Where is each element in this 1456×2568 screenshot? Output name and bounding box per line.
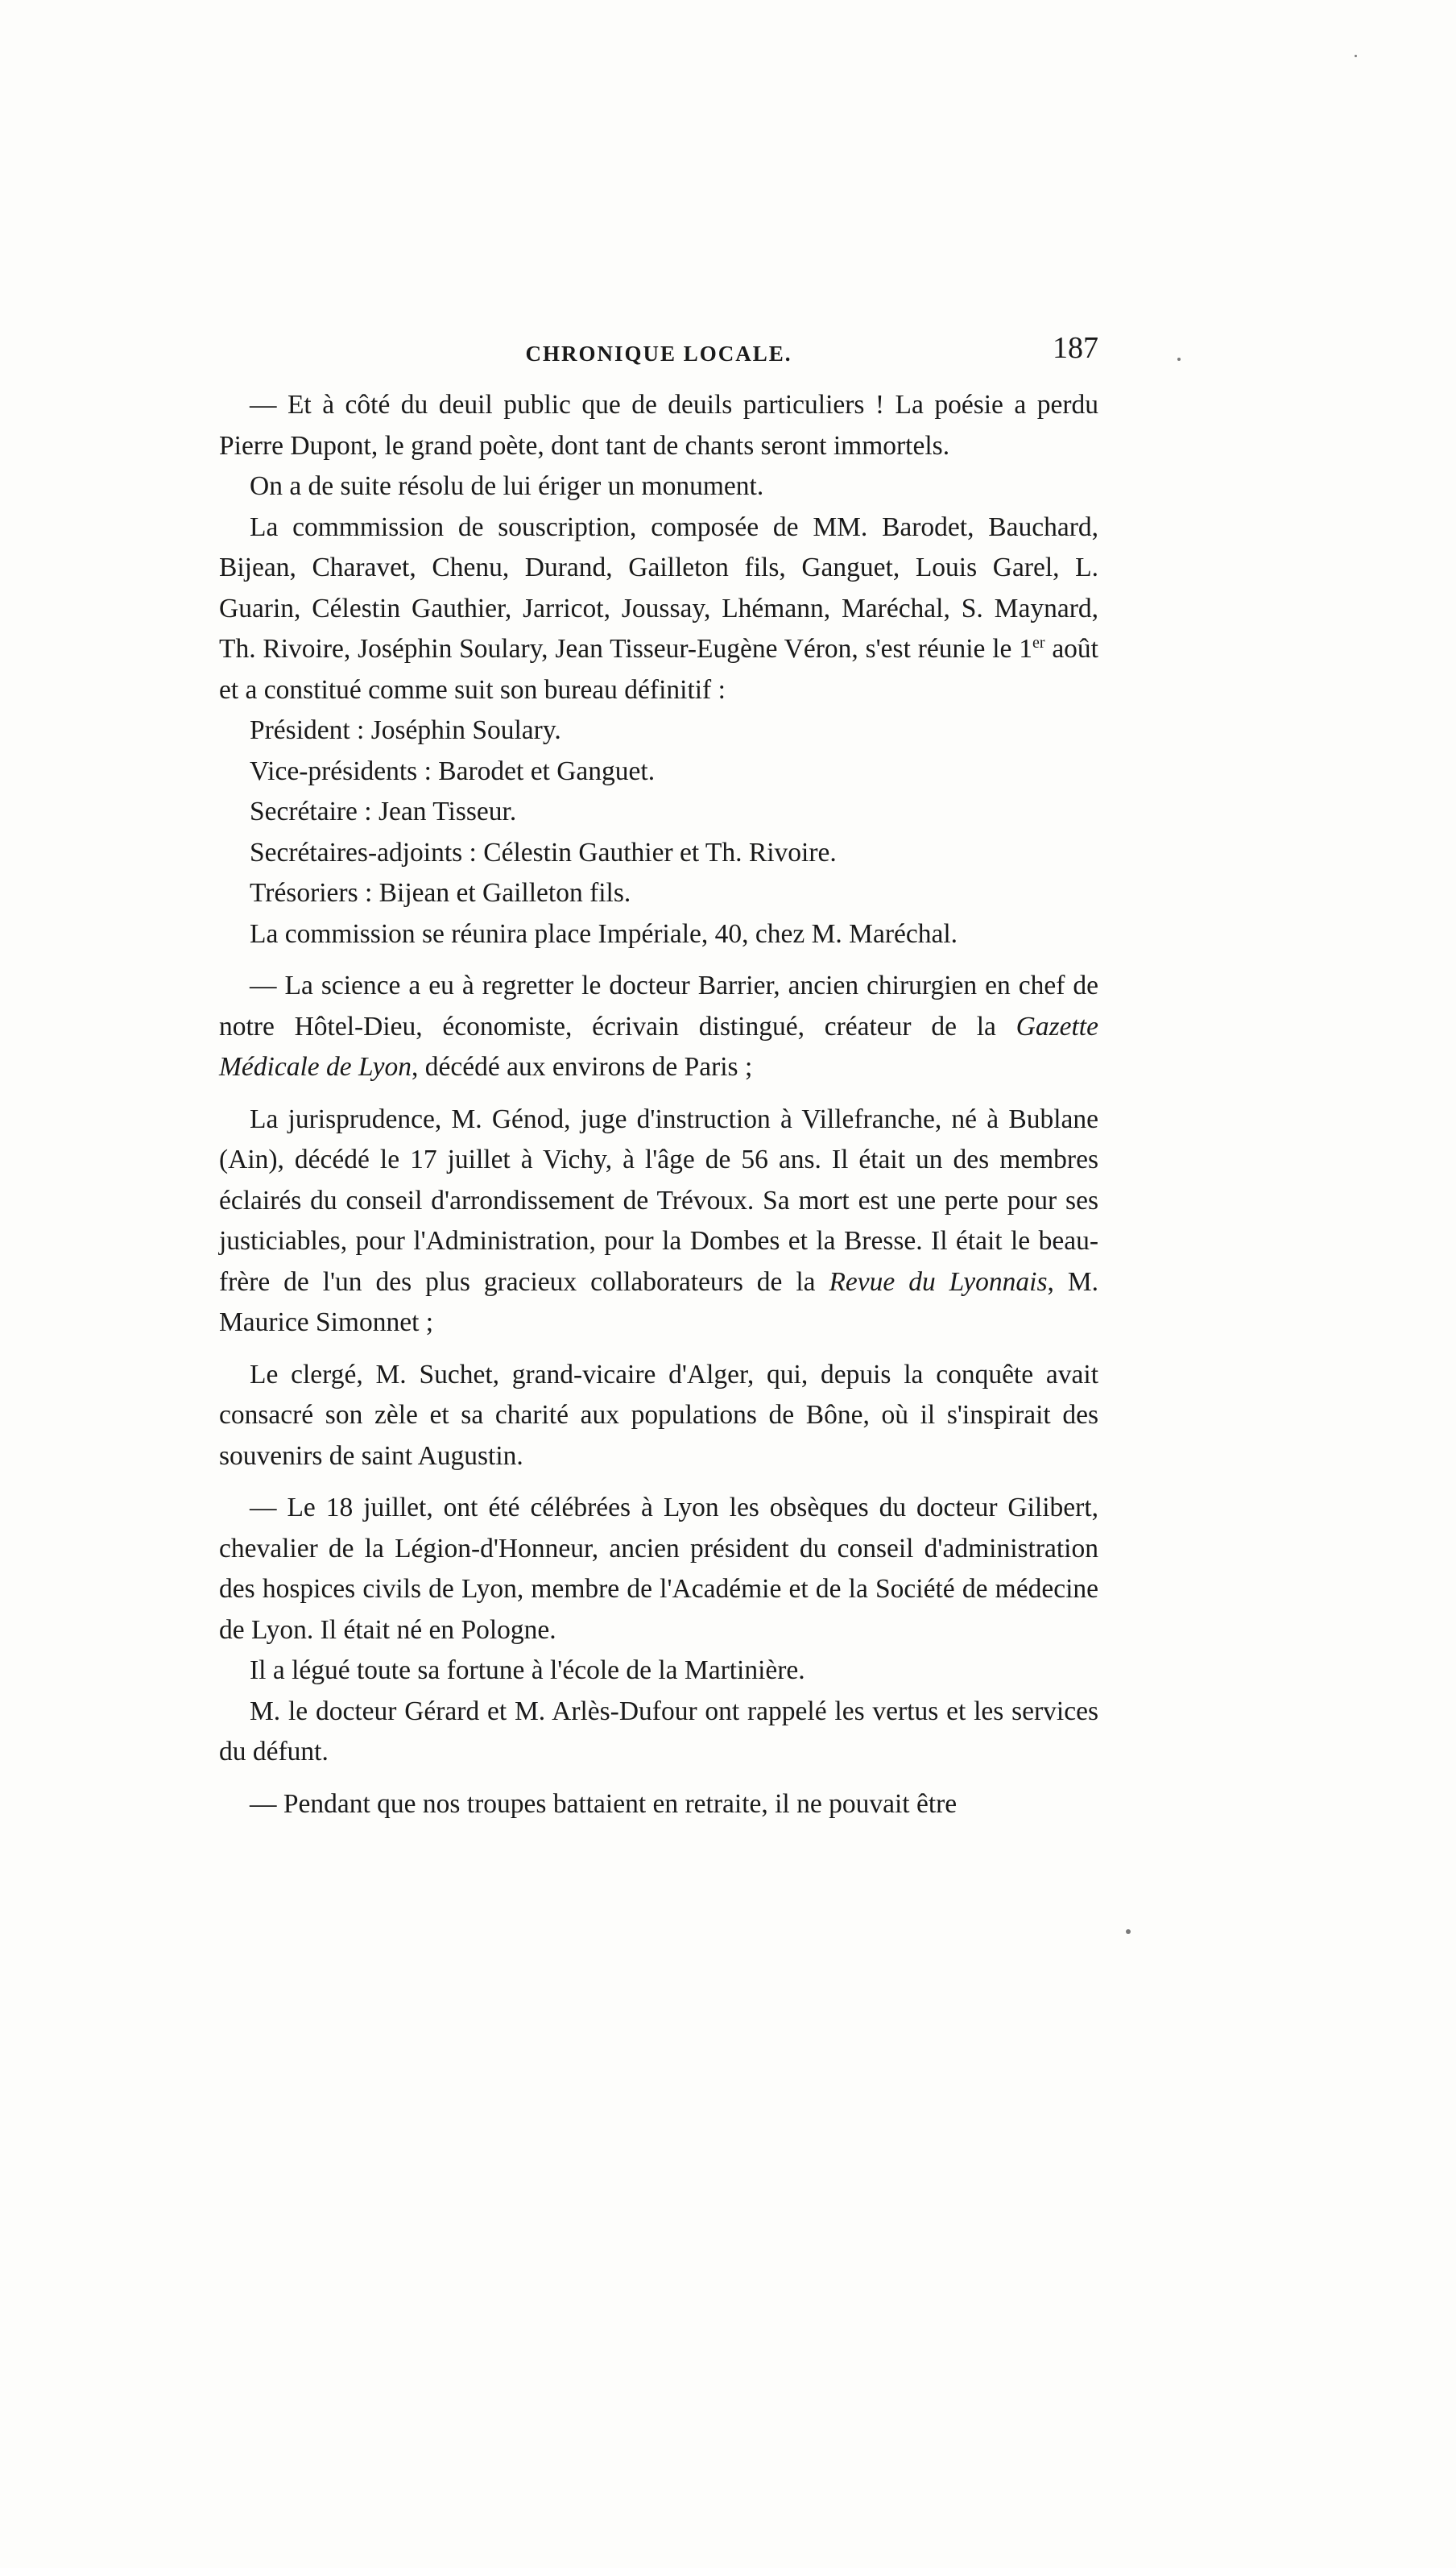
paragraph-retreat — [219, 1784, 1098, 1825]
paragraph-genod — [219, 1100, 1098, 1344]
paragraph-text: août et a constitué comme suit son bureau définitif : — [219, 634, 1098, 705]
paper-speck — [1355, 55, 1357, 57]
paper-speck — [1177, 358, 1181, 361]
paragraph-text: La commmission de souscription, composée de MM. Barodet, Bauchard, Bijean, Charavet, Chenu, Durand, Gailleton fils, Ganguet, Louis Garel, L. Guarin, Célestin Gauthier, Jarricot, Joussay, Lhémann, Maréchal, S. Maynard, Th. Rivoire, Joséphin Soulary, Jean Tisseur-Eugène Véron, s'est réunie le 1 — [219, 512, 1098, 664]
paragraph-legacy — [219, 1651, 1098, 1692]
paragraph-text: — La science a eu à regretter le docteur Barrier, ancien chirurgien en chef de notre Hôtel-Dieu, économiste, écrivain distingué, créateur de la — [219, 971, 1098, 1042]
paragraph-text: La jurisprudence, M. Génod, juge d'instruction à Villefranche, né à Bublane (Ain), décédé le 17 juillet à Vichy, à l'âge de 56 ans. Il était un des membres éclairés du conseil d'arrondissement de Trévoux. Sa mort est une perte pour ses justiciables, pour l'Administration, pour la Dombes et la Bresse. Il était le beau-frère de l'un des plus gracieux collaborateurs de la — [219, 1104, 1098, 1297]
paragraph-tribute — [219, 1692, 1098, 1773]
running-head — [219, 330, 1098, 379]
paragraph-text: , M. Maurice Simonnet ; — [219, 1266, 1098, 1337]
list-item-treasurers — [219, 873, 1098, 914]
list-item-secretaries-adjoints — [219, 833, 1098, 874]
list-item-president — [219, 710, 1098, 752]
list-item-text: Secrétaire : Jean Tisseur. — [250, 797, 517, 826]
paragraph-text: M. le docteur Gérard et M. Arlès-Dufour ont rappelé les vertus et les services du défunt. — [219, 1696, 1098, 1767]
list-item-vice-presidents — [219, 752, 1098, 793]
paragraph-text: — Et à côté du deuil public que de deuils particuliers ! La poésie a perdu Pierre Dupont, le grand poète, dont tant de chants seront immortels. — [219, 390, 1098, 461]
list-item-text: Vice-présidents : Barodet et Ganguet. — [250, 756, 656, 786]
italic-title: Gazette Médicale de Lyon — [219, 1011, 1098, 1082]
paragraph-text: , décédé aux environs de Paris ; — [412, 1052, 753, 1082]
body-text — [219, 385, 1098, 1825]
paragraph-barrier — [219, 966, 1098, 1088]
running-title: CHRONIQUE LOCALE. — [525, 342, 792, 366]
list-item-text: Président : Joséphin Soulary. — [250, 715, 561, 745]
paragraph-text: — Pendant que nos troupes battaient en retraite, il ne pouvait être — [250, 1788, 958, 1819]
paragraph-text: Il a légué toute sa fortune à l'école de la Martinière. — [250, 1655, 805, 1685]
list-item-secretary — [219, 792, 1098, 833]
italic-title: Revue du Lyonnais — [829, 1266, 1048, 1297]
paper-speck — [1126, 1929, 1131, 1934]
superscript: er — [1032, 633, 1045, 652]
paragraph-text: La commission se réunira place Impériale, 40, chez M. Maréchal. — [250, 918, 958, 949]
paragraph-commission — [219, 507, 1098, 711]
page — [219, 330, 1098, 1825]
paragraph-meeting-place — [219, 914, 1098, 955]
paragraph-text: Le clergé, M. Suchet, grand-vicaire d'Alger, qui, depuis la conquête avait consacré son zèle et sa charité aux populations de Bône, où il s'inspirait des souvenirs de saint Augustin. — [219, 1359, 1098, 1471]
list-item-text: Secrétaires-adjoints : Célestin Gauthier et Th. Rivoire. — [250, 837, 837, 868]
paragraph-pierre-dupont — [219, 385, 1098, 466]
page-number: 187 — [1053, 331, 1098, 365]
paragraph-text: On a de suite résolu de lui ériger un monument. — [250, 471, 764, 501]
list-item-text: Trésoriers : Bijean et Gailleton fils. — [250, 878, 631, 908]
paragraph-text: — Le 18 juillet, ont été célébrées à Lyon les obsèques du docteur Gilibert, chevalier de la Légion-d'Honneur, ancien président du conseil d'administration des hospices civils de Lyon, membre de l'Académie et de la Société de médecine de Lyon. Il était né en Pologne. — [219, 1493, 1098, 1645]
paragraph-gilibert — [219, 1488, 1098, 1651]
paragraph-monument — [219, 466, 1098, 507]
paragraph-suchet — [219, 1355, 1098, 1477]
